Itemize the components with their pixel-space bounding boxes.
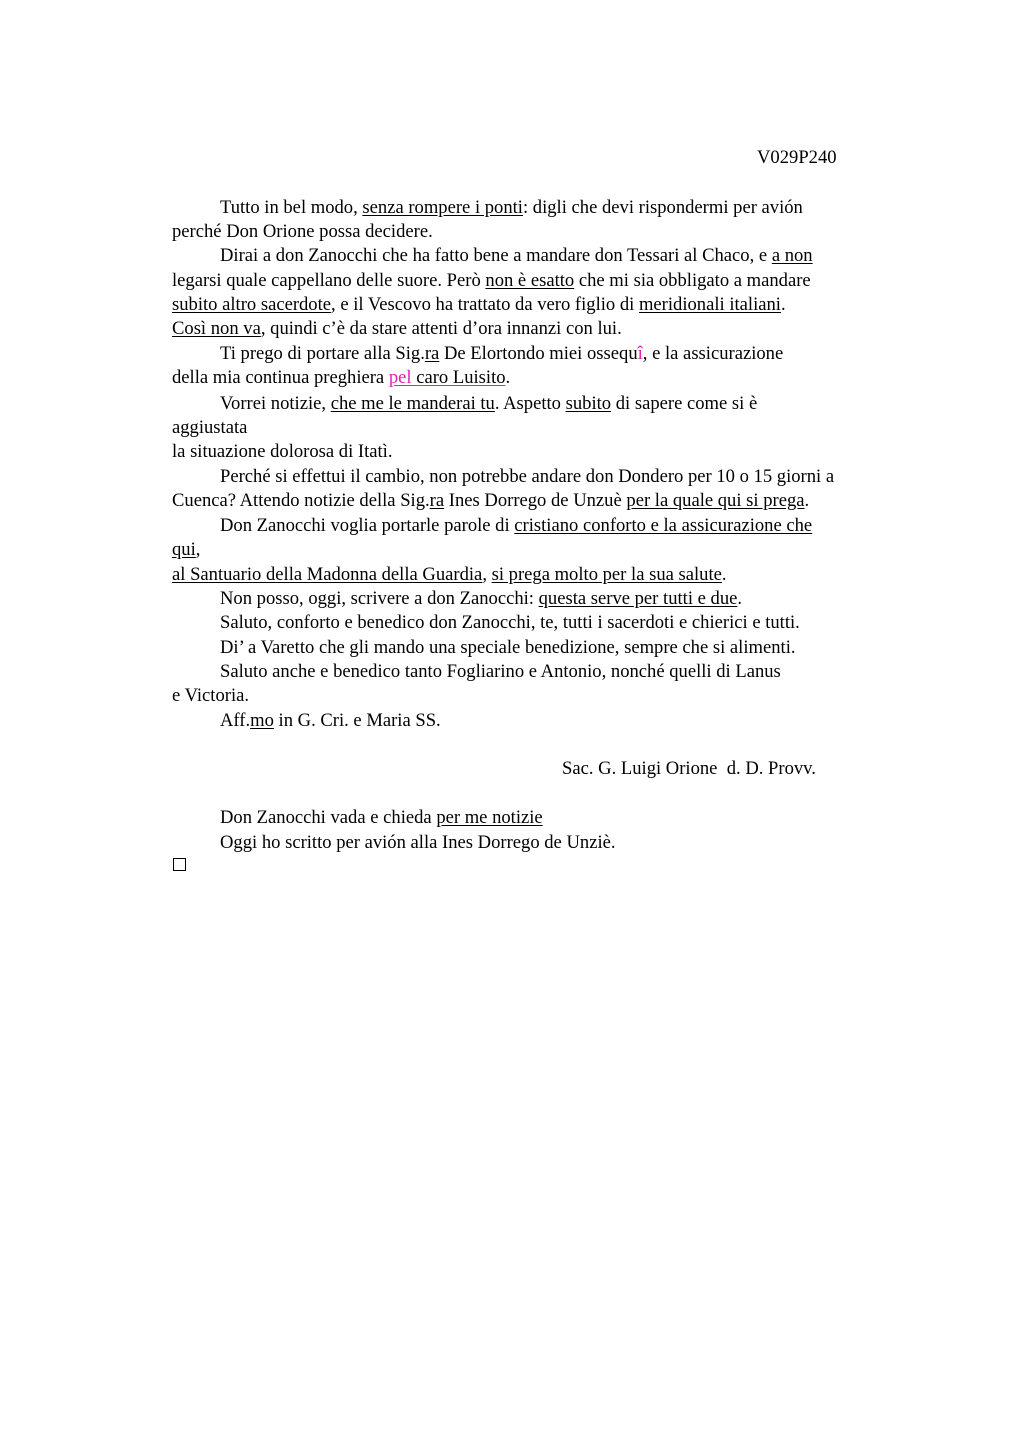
text-segment: Non posso, oggi, scrivere a don Zanocchi: (220, 588, 539, 609)
text-segment: di sapere come si è (611, 393, 758, 414)
text-segment: che me le manderai tu (330, 393, 495, 414)
text-segment: in G. Cri. e Maria SS. (273, 710, 441, 731)
text-line (172, 538, 200, 562)
text-segment: per la quale qui si prega (626, 490, 805, 511)
text-segment: , e la assicurazione (642, 343, 784, 364)
postscript-line (220, 831, 616, 855)
text-line (172, 416, 247, 440)
text-segment: la situazione dolorosa di Itatì. (172, 441, 393, 462)
text-segment: Saluto anche e benedico tanto Fogliarino e Antonio, nonché quelli di Lanus (220, 661, 781, 682)
text-segment: della mia continua preghiera (172, 367, 389, 388)
text-segment: Di’ a Varetto che gli mando una speciale benedizione, sempre che si alimenti. (220, 637, 796, 658)
text-line (172, 366, 510, 390)
text-segment: che mi sia obbligato a mandare (574, 270, 811, 291)
text-line (172, 684, 249, 708)
text-segment: Così non va (172, 318, 261, 339)
text-segment: . (505, 367, 511, 388)
text-segment: senza rompere i ponti (362, 197, 523, 218)
text-segment: si prega molto per la sua salute (491, 564, 722, 585)
text-segment: meridionali italiani (638, 294, 781, 315)
text-line (220, 392, 757, 416)
text-segment: e Victoria. (172, 685, 250, 706)
text-line (220, 636, 796, 660)
text-segment: questa serve per tutti e due (538, 588, 738, 609)
text-line (220, 514, 812, 538)
text-segment: Perché si effettui il cambio, non potrebbe andare don Dondero per 10 o 15 giorni a (220, 466, 835, 487)
text-segment: . (737, 588, 743, 609)
text-line (172, 293, 786, 317)
text-segment: : digli che devi rispondermi per avión (522, 197, 803, 218)
text-segment: perché Don Orione possa decidere. (172, 221, 433, 242)
text-segment: Don Zanocchi vada e chieda (220, 807, 437, 828)
text-segment: Vorrei notizie, (220, 393, 331, 414)
text-segment: , (195, 539, 201, 560)
text-segment: Ti prego di portare alla Sig. (220, 343, 425, 364)
text-line (220, 465, 834, 489)
text-segment: qui (172, 539, 196, 560)
text-segment: Aff. (220, 710, 251, 731)
text-segment: al Santuario della Madonna della Guardia (172, 564, 483, 585)
text-segment: a non (771, 245, 813, 266)
text-line (172, 220, 433, 244)
text-line (172, 317, 622, 341)
text-segment: . (721, 564, 727, 585)
text-segment: Oggi ho scritto per avión alla Ines Dorrego de Unziè. (220, 832, 616, 853)
text-line (172, 489, 809, 513)
text-line (220, 196, 803, 220)
text-segment: Saluto, conforto e benedico don Zanocchi, te, tutti i sacerdoti e chierici e tutti. (220, 612, 800, 633)
checkbox-glyph (173, 858, 186, 871)
postscript-line (220, 806, 543, 830)
page-id: V029P240 (757, 147, 837, 168)
text-segment: . Aspetto (494, 393, 566, 414)
text-line (172, 563, 727, 587)
text-line (172, 440, 392, 464)
text-segment: aggiustata (172, 417, 248, 438)
text-segment: . (804, 490, 810, 511)
text-segment: De Elortondo miei ossequ (439, 343, 638, 364)
text-segment: ra (429, 490, 445, 511)
text-line (220, 587, 742, 611)
text-segment: , quindi c’è da stare attenti d’ora innanzi con lui. (260, 318, 622, 339)
text-segment: Ines Dorrego de Unzuè (444, 490, 627, 511)
text-line (220, 709, 441, 733)
text-segment: ra (424, 343, 440, 364)
text-segment: mo (250, 710, 274, 731)
text-segment: , (482, 564, 492, 585)
text-line (220, 244, 813, 268)
text-segment: subito (565, 393, 612, 414)
text-segment: Don Zanocchi voglia portarle parole di (220, 515, 515, 536)
text-line (172, 269, 811, 293)
text-segment: Tutto in bel modo, (220, 197, 363, 218)
text-segment: Cuenca? Attendo notizie della Sig. (172, 490, 430, 511)
text-segment: î (637, 343, 643, 364)
text-line (220, 342, 783, 366)
text-segment: pel (388, 367, 417, 388)
text-segment: , e il Vescovo ha trattato da vero figlio di (331, 294, 639, 315)
text-segment: . (780, 294, 786, 315)
text-segment: per me notizie (436, 807, 543, 828)
text-segment: cristiano conforto e la assicurazione che (514, 515, 813, 536)
text-segment: legarsi quale cappellano delle suore. Però (172, 270, 486, 291)
text-line (220, 611, 800, 635)
text-segment: subito altro sacerdote (172, 294, 332, 315)
text-line (220, 660, 781, 684)
signature: Sac. G. Luigi Orione d. D. Provv. (562, 758, 816, 779)
text-segment: caro Luisito (416, 367, 506, 388)
text-segment: non è esatto (485, 270, 575, 291)
text-segment: Dirai a don Zanocchi che ha fatto bene a mandare don Tessari al Chaco, e (220, 245, 772, 266)
